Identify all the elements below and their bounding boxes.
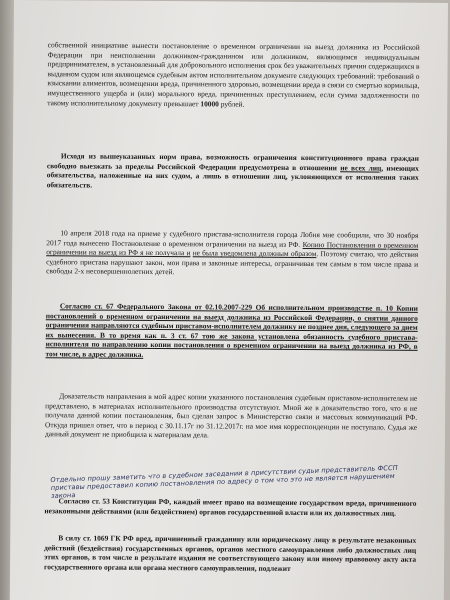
article-53-text: Согласно ст. 53 Конституции РФ, каждый имеет право на возмещение государством вреда, причиненного незаконными действиями (или бездействием) органов государственной власти или их должностных лиц.	[44, 496, 417, 518]
document-page	[10, 0, 448, 600]
article-67-text: Согласно ст. 67 Федерального Закона от 02.10.2007-229 Об исполнительном производстве п. 10 Копии постановлений о временном ограничении на выезд должника из Российской Федерации, о снятии данного ограничения направляются судебным приставом-исполнителем должнику не позднее дня, следующего за днем их вынесения. В то время как п. 3 ст. 67 тою же закона установлена обязанность судебного пристава-исполнителя по направлению копии постановления о временном ограничении на выезд должника из РФ, в том числе, в адрес должника.	[45, 301, 418, 359]
paragraph-law-text: собственной инициативе вынести постановление о временном ограничении на выезд должника из Российской Федерации при неисполнении должником-гражданином или должником, являющимся индивидуальным предпринимателем, в установленный для добровольного исполнения срок без уважительных причин содержащихся в выданном судом или являющемся судебным актом исполнительном документе следующих требований: требований о взыскании алиментов, возмещении вреда, причиненного здоровью, возмещении вреда в связи со смертью кормильца, имущественного ущерба и (или) морального вреда, причиненных преступлением, если сумма задолженности по такому исполнительному документу превышает	[47, 40, 420, 108]
paragraph-article-53	[44, 496, 416, 518]
facts-text-b: Копию Постановления о временном ограничении на выезд из РФ я не получала и	[46, 239, 419, 258]
conclusion-text-a: Исходя из вышеуказанных норм права, возможность ограничения конституционного права граждан свободно выезжать за пределы Российской Федерации предусмотрена в отношении	[46, 151, 419, 172]
handwritten-note-text: Отдельно прошу заметить что в судебном заседании в присутствии судьи представитель ФССП приставы предоставил копию постановления по адресу о том что это не является нарушением закона	[50, 463, 398, 500]
handwritten-note	[50, 463, 419, 500]
paragraph-law-end: рублей.	[220, 99, 245, 109]
paragraph-article-1069	[44, 533, 416, 574]
facts-text-d: . Поэтому считаю, что действия судебного пристава нарушают закон, мои права и законные интересы, ограничивая тем самым в том числе права и свободы 2-х несовершеннолетних детей.	[46, 249, 419, 277]
paragraph-article-67	[45, 301, 417, 361]
debt-amount: 10000	[200, 98, 219, 108]
paragraph-conclusion	[47, 151, 419, 192]
facts-text-a: 10 апреля 2018 года на приеме у судебного пристава-исполнителя города Лобня мне сообщили, что 30 ноября 2017 года вынесено Постановление о временном ограничении на выезд из РФ.	[46, 228, 419, 249]
paragraph-facts	[46, 228, 418, 279]
evidence-text: Доказательств направления в мой адрес копии указанного постановления судебным приставом-исполнителем не представлено, в материалах исполнительного производства отсутствуют. Мной же в доказательство того, что я не получала данной копии постановления, был сделан запрос в Министерство связи и массовых коммуникаций РФ. Откуда пришел ответ, что в период с 30.11.17г по 31.12.2017г. на мое имя корреспонденции не поступало. Судья же данный документ не приобщила к материалам дела.	[44, 391, 418, 440]
facts-not-notified: не была уведомлена должным образом	[192, 248, 317, 259]
conclusion-not-all: не всех лиц	[340, 162, 382, 173]
article-1069-text: В силу ст. 1069 ГК РФ вред, причиненный гражданину или юридическому лицу в результате незаконных действий (бездействия) государственных органов, органов местного самоуправления либо должностных лиц этих органов, в том числе в результате издания не соответствующего закону или иному правовому акту акта государственного органа или органа местного самоуправления, подлежит	[44, 533, 417, 573]
paragraph-evidence	[45, 391, 417, 442]
conclusion-text-c: , имеющих обязательства, наложенные на них судом, а лишь в отношении лиц, уклоняющихся от исполнения таких обязательств.	[46, 163, 419, 190]
paragraph-law-excerpt	[47, 40, 419, 110]
